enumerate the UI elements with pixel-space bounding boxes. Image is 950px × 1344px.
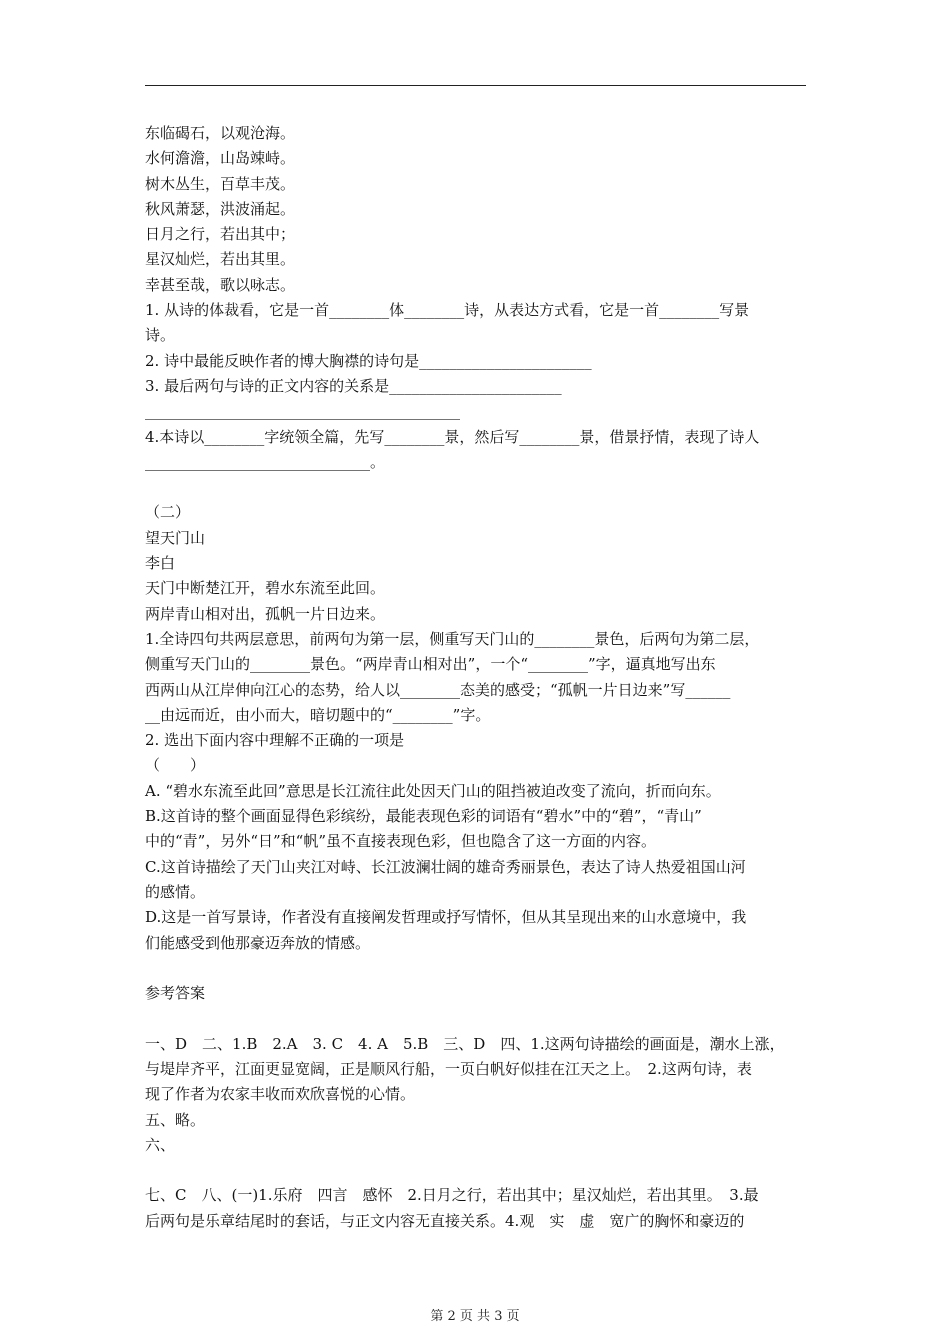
answer-paren: （ ）	[145, 756, 206, 775]
poem-verse: 秋风萧瑟，洪波涌起。	[145, 199, 296, 218]
spacer	[145, 956, 806, 981]
s2-question-1-cont: 侧重写天门山的________景色。“两岸青山相对出”，一个“________”字，逼真地写出东	[145, 655, 716, 674]
option-c-cont: 的感情。	[145, 882, 206, 901]
question-3: 3. 最后两句与诗的正文内容的关系是_______________________	[145, 376, 562, 395]
poem-verse: 幸甚至哉，歌以咏志。	[145, 275, 296, 294]
poem-verse: 日月之行，若出其中；	[145, 225, 296, 244]
question-4: 4.本诗以________字统领全篇，先写________景，然后写________景，借景抒情，表现了诗人	[145, 427, 760, 446]
answer-line: 现了作者为农家丰收而欢欣喜悦的心情。	[145, 1085, 416, 1104]
answer-line: 与堤岸齐平，江面更显宽阔，正是顺风行船，一页白帆好似挂在江天之上。 2.这两句诗，表	[145, 1059, 752, 1078]
poem-title: 望天门山	[145, 528, 206, 547]
spacer	[145, 1006, 806, 1031]
question-4-cont: ______________________________。	[145, 452, 386, 471]
answer-line: 七、C 八、(一)1.乐府 四言 感怀 2.日月之行，若出其中；星汉灿烂，若出其里。 3.最	[145, 1186, 759, 1205]
question-1: 1. 从诗的体裁看，它是一首________体________诗，从表达方式看，它是一首________写景	[145, 301, 750, 320]
question-1-cont: 诗。	[145, 326, 176, 345]
page-footer: 第 2 页 共 3 页	[430, 1309, 520, 1324]
poem-verse: 树木丛生，百草丰茂。	[145, 174, 296, 193]
spacer	[145, 1158, 806, 1183]
poem-verse: 水何澹澹，山岛竦峙。	[145, 149, 296, 168]
answer-line: 后两句是乐章结尾时的套话，与正文内容无直接关系。4.观 实 虚 宽广的胸怀和豪迈的	[145, 1211, 745, 1230]
document-body	[145, 121, 806, 1234]
section-label: （二）	[145, 503, 191, 522]
poem-verse-list	[145, 121, 806, 298]
poem-verse: 星汉灿烂，若出其里。	[145, 250, 296, 269]
s2-question-1-cont: 西两山从江岸伸向江心的态势，给人以________态美的感受；“孤帆一片日边来”写______	[145, 680, 731, 699]
answers-heading: 参考答案	[145, 984, 206, 1003]
option-b-cont: 中的“青”，另外“日”和“帆”虽不直接表现色彩，但也隐含了这一方面的内容。	[145, 832, 657, 851]
answer-line: 六、	[145, 1135, 176, 1154]
header-rule	[145, 85, 806, 86]
s2-question-1-cont: __由远而近，由小而大，暗切题中的“________”字。	[145, 705, 491, 724]
question-3-cont: __________________________________________	[145, 402, 460, 421]
poem-verse: 天门中断楚江开，碧水东流至此回。	[145, 579, 386, 598]
option-d-cont: 们能感受到他那豪迈奔放的情感。	[145, 933, 371, 952]
spacer	[145, 475, 806, 500]
poem-author: 李白	[145, 554, 176, 573]
option-b: B.这首诗的整个画面显得色彩缤纷，最能表现色彩的词语有“碧水”中的“碧”，“青山”	[145, 807, 702, 826]
answer-line: 一、D 二、1.B 2.A 3. C 4. A 5.B 三、D 四、1.这两句诗描绘的画面是，潮水上涨，	[145, 1034, 785, 1053]
option-c: C.这首诗描绘了天门山夹江对峙、长江波澜壮阔的雄奇秀丽景色，表达了诗人热爱祖国山河	[145, 857, 746, 876]
option-d: D.这是一首写景诗，作者没有直接阐发哲理或抒写情怀，但从其呈现出来的山水意境中，我	[145, 908, 747, 927]
option-a: A. “碧水东流至此回”意思是长江流往此处因天门山的阻挡被迫改变了流向，折而向东。	[145, 781, 721, 800]
s2-question-1: 1.全诗四句共两层意思，前两句为第一层，侧重写天门山的________景色，后两句为第二层，	[145, 629, 760, 648]
question-2: 2. 诗中最能反映作者的博大胸襟的诗句是_______________________	[145, 351, 592, 370]
s2-question-2: 2. 选出下面内容中理解不正确的一项是	[145, 731, 405, 750]
poem-verse: 东临碣石，以观沧海。	[145, 124, 296, 142]
answer-line: 五、略。	[145, 1110, 206, 1129]
poem-verse: 两岸青山相对出，孤帆一片日边来。	[145, 604, 386, 623]
